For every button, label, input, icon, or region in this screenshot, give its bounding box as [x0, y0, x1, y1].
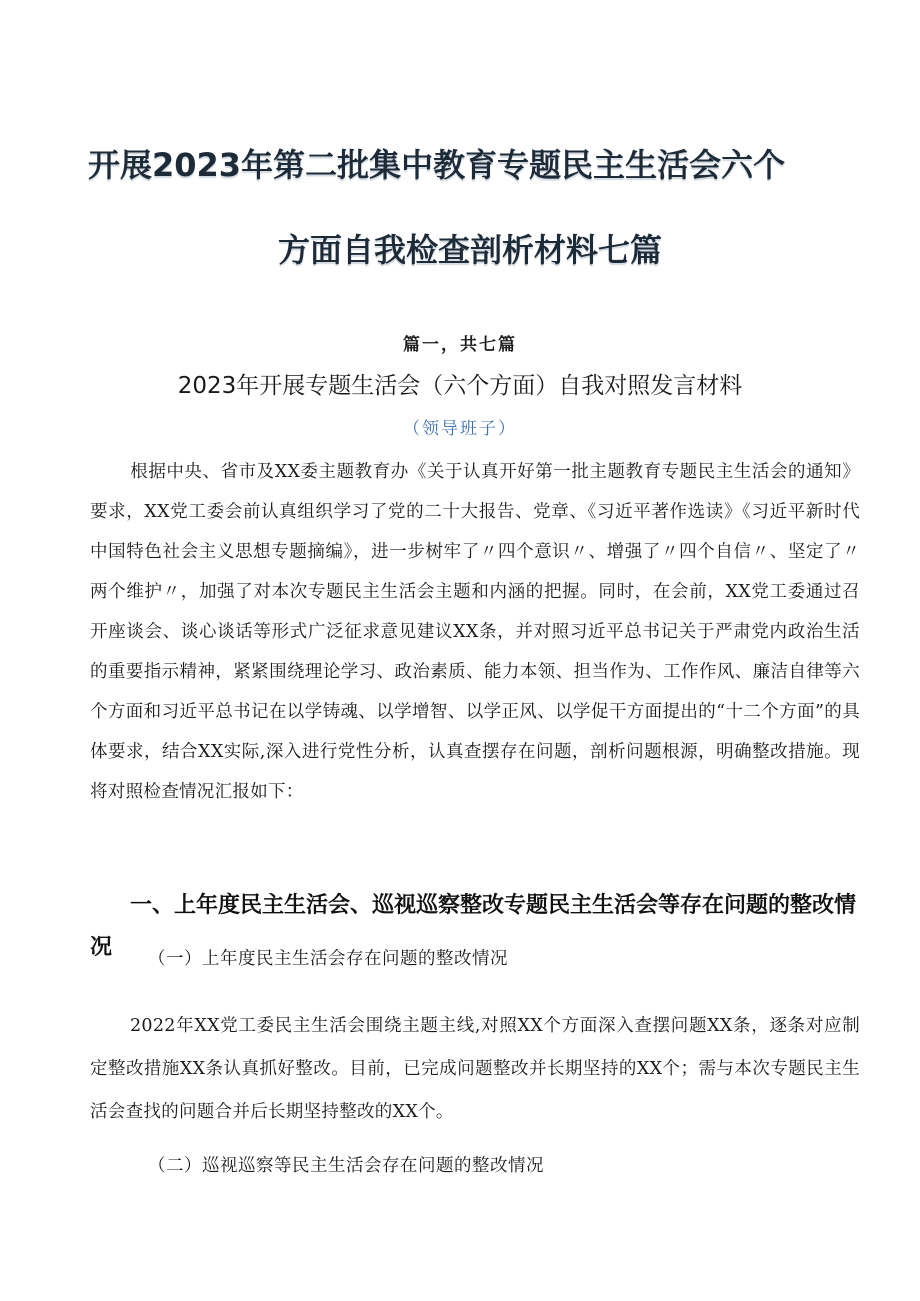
part-label: 篇一，共七篇 — [403, 335, 517, 355]
section-subtitle: 2023年开展专题生活会（六个方面）自我对照发言材料 — [177, 373, 743, 399]
document-title-line-1: 开展2023年第二批集中教育专题民主生活会六个 — [88, 146, 786, 184]
paragraph-2-text: 2022年XX党工委民主生活会围绕主题主线,对照XX个方面深入查摆问题XX条，逐条对应制定整改措施XX条认真抓好整改。目前，已完成问题整改并长期坚持的XX个；需与本次专题民主生活会查找的问题合并后长期坚持整改的XX个。 — [90, 1016, 860, 1122]
document-title-line-2: 方面自我检查剖析材料七篇 — [278, 231, 663, 269]
section-heading-text: 一、上年度民主生活会、巡视巡察整改专题民主生活会等存在问题的整改情况 — [90, 893, 857, 960]
intro-paragraph-text: 根据中央、省市及XX委主题教育办《关于认真开好第一批主题教育专题民主生活会的通知》要求，XX党工委会前认真组织学习了党的二十大报告、党章、《习近平著作选读》《习近平新时代中国特色社会主义思想专题摘编》，进一步树牢了〃四个意识〃、增强了〃四个自信〃、坚定了〃两个维护〃，加强了对本次专题民主生活会主题和内涵的把握。同时，在会前，XX党工委通过召开座谈会、谈心谈话等形式广泛征求意见建议XX条，并对照习近平总书记关于严肃党内政治生活的重要指示精神，紧紧围绕理论学习、政治素质、能力本领、担当作为、工作作风、廉洁自律等六个方面和习近平总书记在以学铸魂、以学增智、以学正风、以学促干方面提出的“十二个方面”的具体要求，结合XX实际,深入进行党性分析，认真查摆存在问题，剖析问题根源，明确整改措施。现将对照检查情况汇报如下： — [90, 462, 860, 802]
unit-label: （领导班子） — [403, 419, 517, 439]
paragraph-2 — [90, 1005, 860, 1134]
sub-heading-1: （一）上年度民主生活会存在问题的整改情况 — [148, 949, 508, 969]
intro-paragraph — [90, 452, 860, 812]
sub-heading-2: （二）巡视巡察等民主生活会存在问题的整改情况 — [148, 1156, 544, 1176]
